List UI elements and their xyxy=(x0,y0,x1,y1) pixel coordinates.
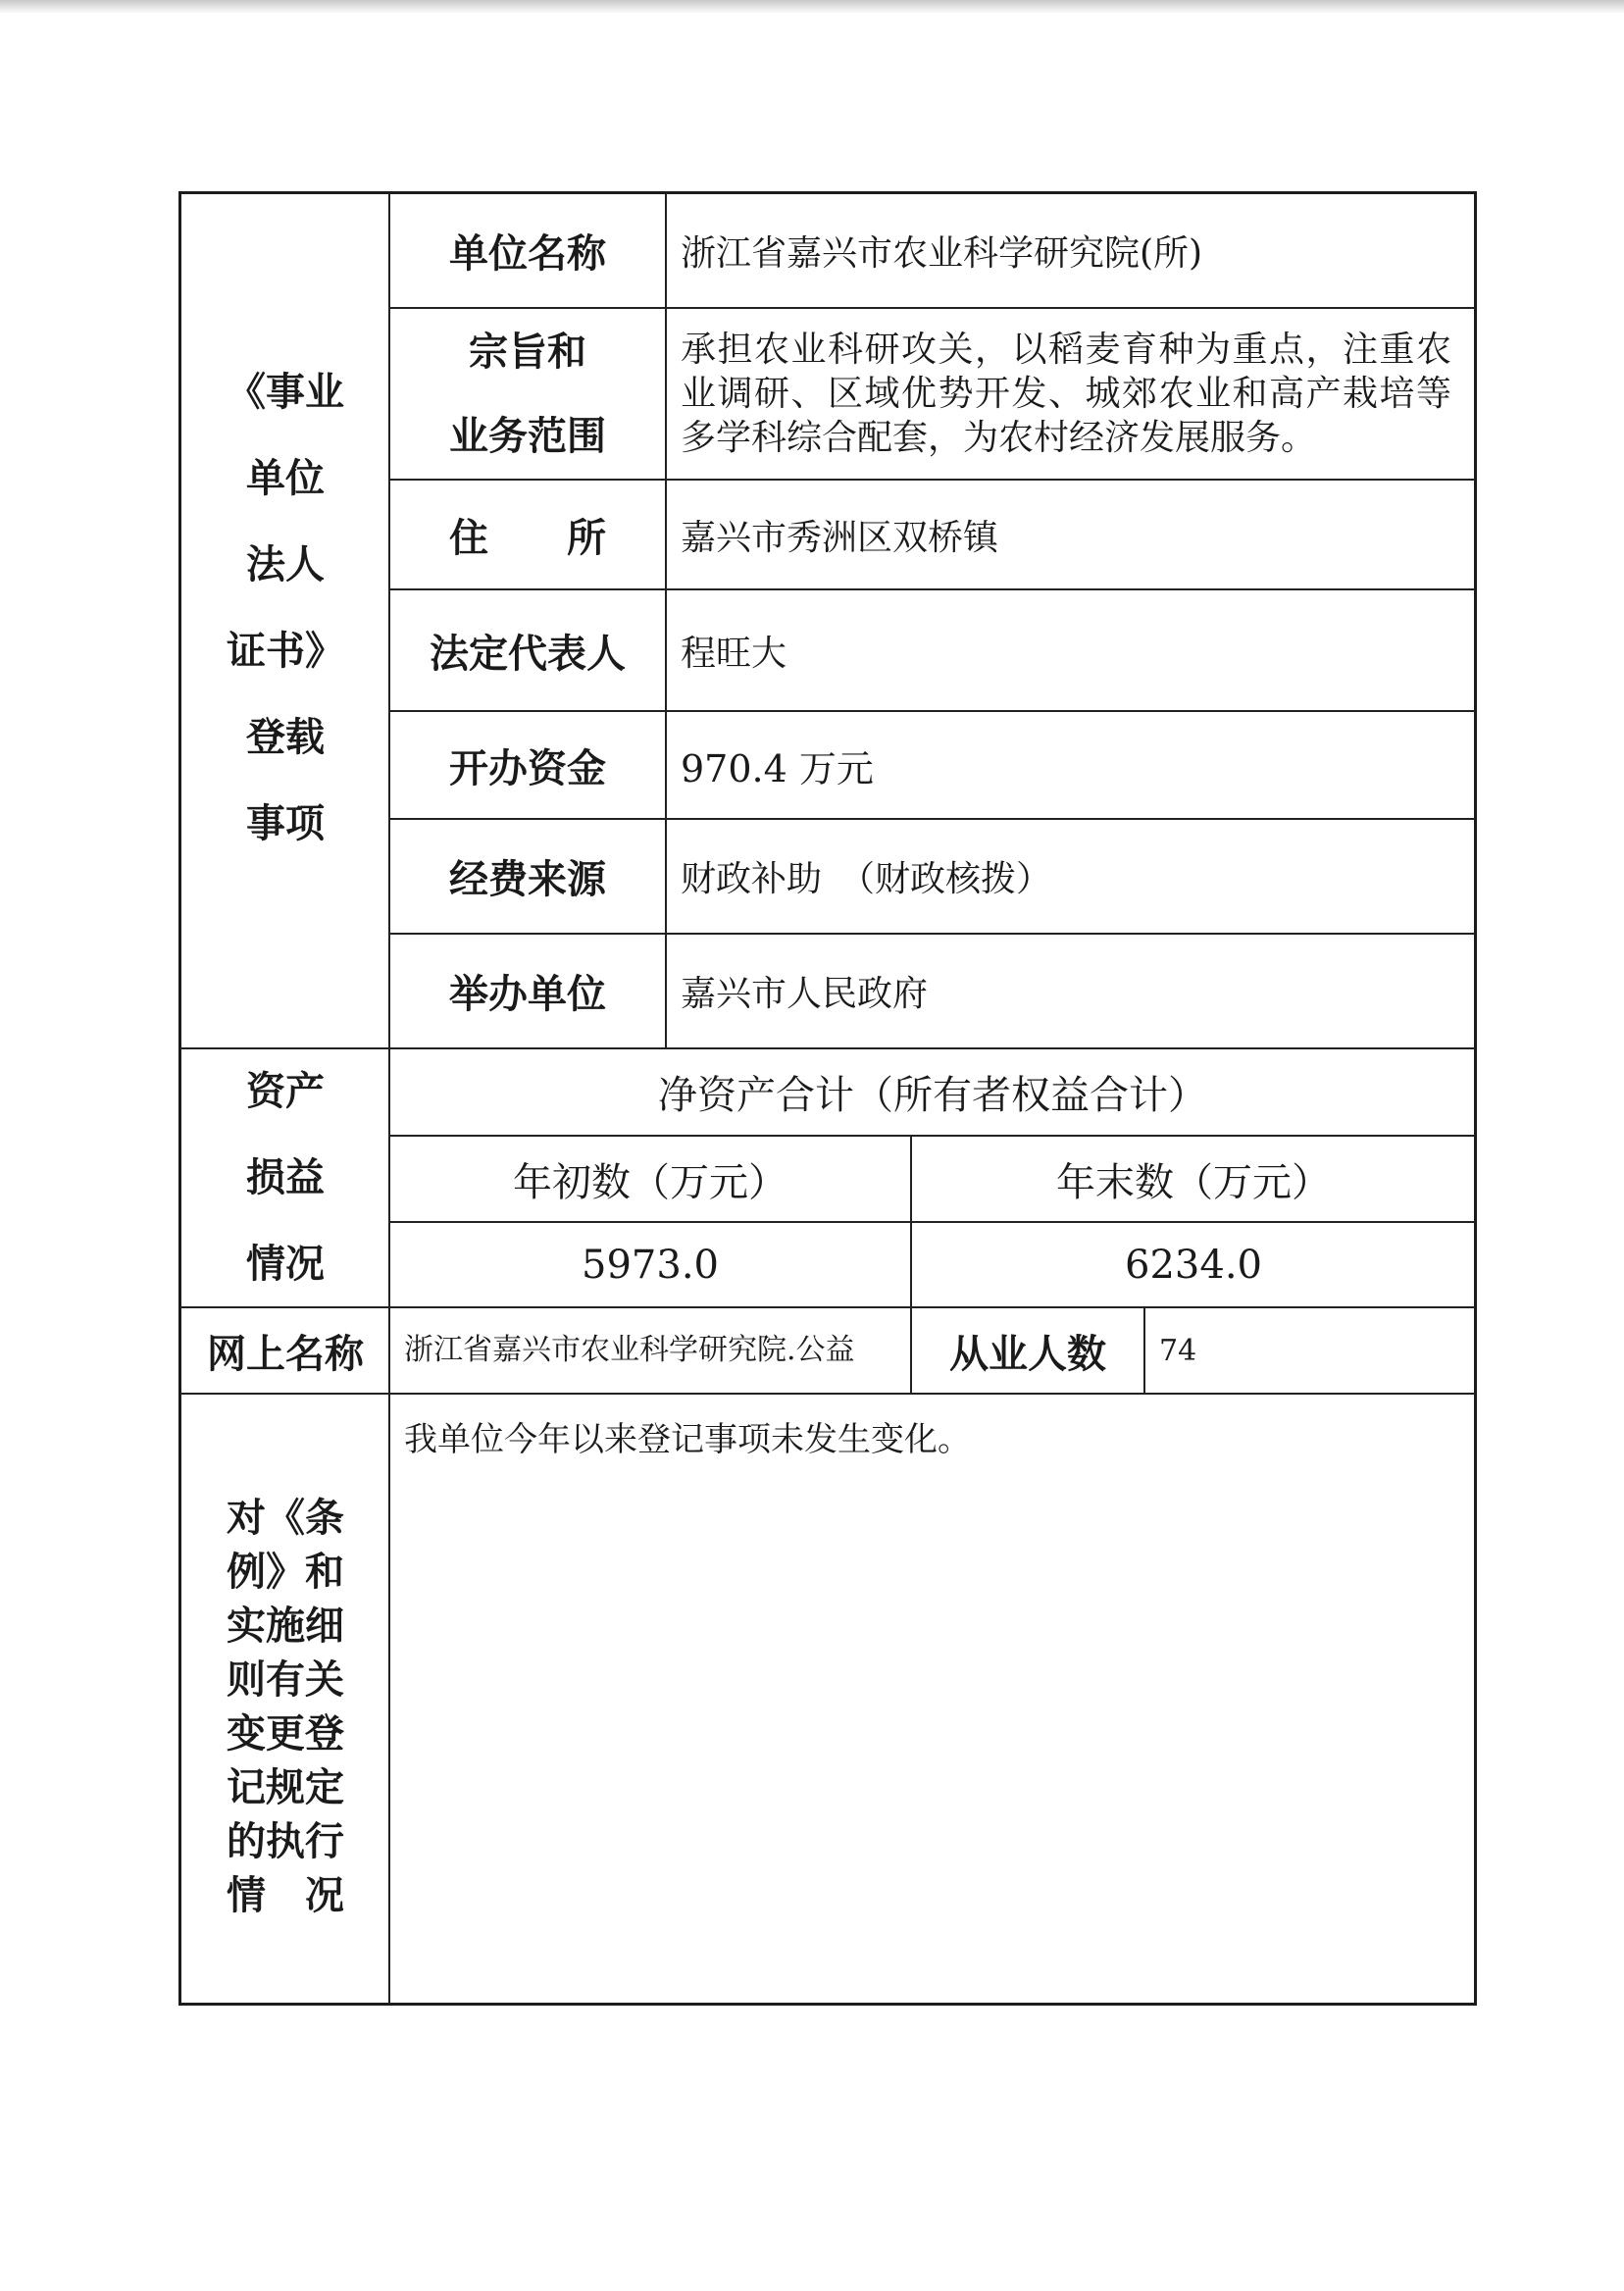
staff-count-label: 从业人数 xyxy=(949,1330,1106,1377)
funding-source-label: 经费来源 xyxy=(449,856,606,902)
section-label-line: 资产 xyxy=(246,1068,325,1114)
legal-representative-label: 法定代表人 xyxy=(430,630,626,677)
section-label-line: 《事业 xyxy=(227,369,344,415)
section-label-line: 变更登 xyxy=(227,1710,344,1756)
funding-source-value: 财政补助 （财政核拨） xyxy=(681,859,1052,899)
purpose-label-line: 业务范围 xyxy=(449,412,606,459)
section-label-line: 单位 xyxy=(246,455,325,501)
section-label-line: 对《条 xyxy=(227,1495,344,1541)
registration-section-label xyxy=(181,333,389,883)
purpose-scope-label xyxy=(390,309,665,479)
scan-top-edge xyxy=(0,0,1624,14)
online-name-label: 网上名称 xyxy=(207,1330,364,1377)
online-name-value: 浙江省嘉兴市农业科学研究院.公益 xyxy=(404,1333,855,1367)
legal-representative-value: 程旺大 xyxy=(681,633,787,674)
divider xyxy=(180,1393,1475,1395)
section-label-line: 实施细 xyxy=(227,1603,344,1649)
end-of-year-value: 6234.0 xyxy=(1125,1242,1262,1288)
compliance-section-label xyxy=(181,1471,389,1942)
sponsor-label: 举办单位 xyxy=(449,971,606,1017)
section-label-line: 则有关 xyxy=(227,1656,344,1703)
section-label-line: 例》和 xyxy=(227,1549,344,1595)
purpose-label-line: 宗旨和 xyxy=(469,328,586,375)
unit-name-value: 浙江省嘉兴市农业科学研究院(所) xyxy=(681,232,1203,274)
assets-section-label xyxy=(181,1049,389,1306)
registered-capital-value: 970.4 万元 xyxy=(681,746,874,790)
section-label-line: 情况 xyxy=(246,1241,325,1287)
unit-name-label: 单位名称 xyxy=(449,229,606,277)
end-of-year-label: 年末数（万元） xyxy=(1056,1159,1331,1205)
purpose-scope-value: 承担农业科研攻关，以稻麦育种为重点，注重农业调研、区域优势开发、城郊农业和高产栽培等多学科综合配套，为农村经济发展服务。 xyxy=(681,330,1451,458)
address-label: 住 所 xyxy=(449,514,606,561)
section-label-line: 登载 xyxy=(246,714,325,760)
section-label-line: 证书》 xyxy=(227,628,344,674)
start-of-year-label: 年初数（万元） xyxy=(513,1159,787,1205)
section-label-line: 记规定 xyxy=(227,1764,344,1810)
registered-capital-label: 开办资金 xyxy=(449,744,606,791)
section-label-line: 法人 xyxy=(246,541,325,587)
net-assets-header: 净资产合计（所有者权益合计） xyxy=(658,1073,1207,1118)
sponsor-value: 嘉兴市人民政府 xyxy=(681,974,929,1014)
staff-count-value: 74 xyxy=(1159,1333,1197,1368)
start-of-year-value: 5973.0 xyxy=(582,1242,719,1288)
section-label-line: 情 况 xyxy=(227,1872,344,1918)
section-label-line: 事项 xyxy=(246,800,325,846)
compliance-content: 我单位今年以来登记事项未发生变化。 xyxy=(404,1420,971,1459)
section-label-line: 损益 xyxy=(246,1154,325,1200)
section-label-line: 的执行 xyxy=(227,1818,344,1864)
address-value: 嘉兴市秀洲区双桥镇 xyxy=(681,517,999,558)
